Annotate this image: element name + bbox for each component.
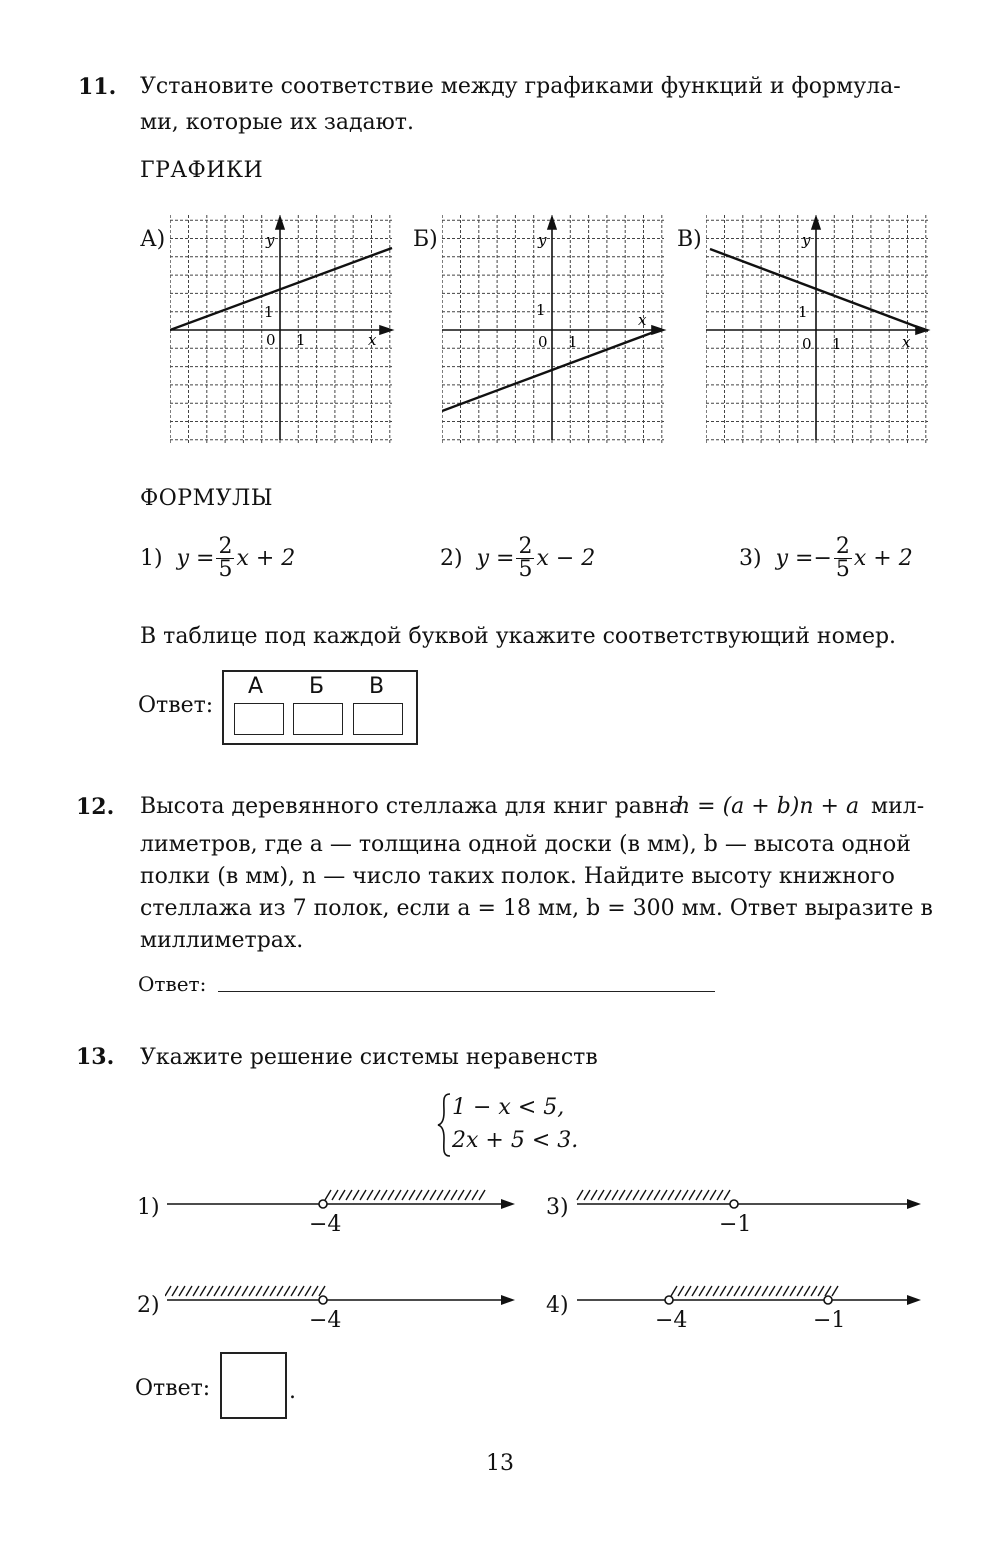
formula-2-rest: x − 2	[536, 546, 596, 571]
hatch-stroke	[444, 1190, 450, 1200]
problem-11-instruction: В таблице под каждой буквой укажите соответствующий номер.	[140, 624, 897, 649]
formula-2-num: 2	[518, 534, 533, 559]
answer-cell-a[interactable]	[234, 703, 284, 735]
formula-2-den: 5	[518, 557, 533, 582]
graph-v	[706, 215, 931, 445]
number-line-3	[575, 1182, 930, 1216]
option-3-point-label: −1	[719, 1212, 752, 1237]
problem-11-text-line2: ми, которые их задают.	[140, 110, 414, 135]
graph-b	[442, 215, 667, 445]
problem-11-answer-label: Ответ:	[138, 693, 214, 718]
problem-12-line1-tail: мил-	[871, 794, 925, 819]
answer-col-v-label: В	[369, 674, 385, 699]
hatch-stroke	[724, 1190, 730, 1200]
hatch-stroke	[193, 1286, 199, 1296]
formula-1-num: 2	[218, 534, 233, 559]
hatch-stroke	[619, 1190, 625, 1200]
formula-3-den: 5	[835, 557, 850, 582]
hatch-stroke	[689, 1190, 695, 1200]
answer-col-b-label: Б	[309, 674, 325, 699]
option-4-point-b-label: −1	[813, 1308, 846, 1333]
hatch-stroke	[228, 1286, 234, 1296]
hatch-stroke	[346, 1190, 352, 1200]
hatch-stroke	[640, 1190, 646, 1200]
graph-a	[170, 215, 395, 445]
hatch-stroke	[367, 1190, 373, 1200]
hatch-stroke	[783, 1286, 789, 1296]
graph-b-label: Б)	[413, 227, 438, 252]
hatch-stroke	[242, 1286, 248, 1296]
graph-v-y-arrow	[812, 217, 820, 229]
hatch-stroke	[235, 1286, 241, 1296]
problem-12-formula: h = (a + b)n + a	[676, 794, 860, 819]
graph-b-y-arrow	[548, 217, 556, 229]
option-2-point-label: −4	[309, 1308, 342, 1333]
graph-b-tick-y1: 1	[536, 301, 546, 319]
hatch-stroke	[437, 1190, 443, 1200]
hatch-stroke	[748, 1286, 754, 1296]
hatch-stroke	[713, 1286, 719, 1296]
formula-3-label: 3)	[739, 546, 762, 571]
option-2-label: 2)	[137, 1293, 160, 1318]
problem-12-line5: миллиметрах.	[140, 928, 304, 953]
hatch-stroke	[339, 1190, 345, 1200]
hatch-stroke	[741, 1286, 747, 1296]
hatch-stroke	[682, 1190, 688, 1200]
graph-a-grid	[170, 215, 392, 443]
graph-v-origin: 0	[802, 335, 812, 353]
hatch-stroke	[706, 1286, 712, 1296]
problem-12-line2: лиметров, где a — толщина одной доски (в мм), b — высота одной	[140, 832, 911, 857]
hatch-stroke	[423, 1190, 429, 1200]
graph-b-y-label: y	[538, 231, 547, 249]
option-1-label: 1)	[137, 1195, 160, 1220]
graph-v-tick-y1: 1	[798, 303, 808, 321]
hatch-stroke	[661, 1190, 667, 1200]
graph-a-x-label: x	[368, 331, 377, 349]
problem-13-text: Укажите решение системы неравенств	[140, 1045, 598, 1070]
graph-a-line	[170, 248, 392, 330]
option-3-label: 3)	[546, 1195, 569, 1220]
hatch-stroke	[172, 1286, 178, 1296]
graph-v-x-label: x	[902, 333, 911, 351]
formula-3-lhs: y =	[775, 546, 814, 571]
answer-col-a-label: А	[248, 674, 264, 699]
number-line-4-point-a	[665, 1296, 673, 1304]
hatch-stroke	[165, 1286, 171, 1296]
number-line-1-shading	[325, 1190, 485, 1200]
hatch-stroke	[804, 1286, 810, 1296]
hatch-stroke	[825, 1286, 831, 1296]
graph-a-axes	[170, 217, 392, 440]
hatch-stroke	[395, 1190, 401, 1200]
hatch-stroke	[699, 1286, 705, 1296]
hatch-stroke	[605, 1190, 611, 1200]
graph-a-origin: 0	[266, 331, 276, 349]
formula-1-rest: x + 2	[236, 546, 296, 571]
hatch-stroke	[776, 1286, 782, 1296]
hatch-stroke	[818, 1286, 824, 1296]
graph-a-tick-x1: 1	[296, 331, 306, 349]
number-line-1	[165, 1182, 520, 1216]
hatch-stroke	[654, 1190, 660, 1200]
hatch-stroke	[249, 1286, 255, 1296]
hatch-stroke	[584, 1190, 590, 1200]
hatch-stroke	[465, 1190, 471, 1200]
graph-b-axes	[442, 217, 664, 440]
hatch-stroke	[598, 1190, 604, 1200]
hatch-stroke	[291, 1286, 297, 1296]
option-1-point-label: −4	[309, 1212, 342, 1237]
number-line-4-arrow	[907, 1295, 921, 1305]
hatch-stroke	[633, 1190, 639, 1200]
hatch-stroke	[591, 1190, 597, 1200]
graph-b-x-label: x	[638, 311, 647, 329]
formula-3-sign: −	[813, 546, 832, 571]
hatch-stroke	[696, 1190, 702, 1200]
formula-1-fraction	[216, 536, 234, 581]
graph-a-tick-y1: 1	[264, 303, 274, 321]
problem-12-line3: полки (в мм), n — число таких полок. Найдите высоту книжного	[140, 864, 895, 889]
hatch-stroke	[755, 1286, 761, 1296]
hatch-stroke	[214, 1286, 220, 1296]
hatch-stroke	[200, 1286, 206, 1296]
graph-v-tick-x1: 1	[832, 335, 842, 353]
number-line-2	[165, 1280, 520, 1314]
graphs-heading: ГРАФИКИ	[140, 158, 264, 183]
hatch-stroke	[312, 1286, 318, 1296]
formula-3	[739, 536, 913, 581]
formula-1-den: 5	[218, 557, 233, 582]
graph-b-grid	[442, 215, 664, 443]
problem-13-number: 13.	[76, 1044, 115, 1070]
graph-v-y-label: y	[802, 231, 811, 249]
hatch-stroke	[612, 1190, 618, 1200]
hatch-stroke	[692, 1286, 698, 1296]
system-line-1: 1 − x < 5,	[452, 1095, 565, 1120]
hatch-stroke	[734, 1286, 740, 1296]
hatch-stroke	[263, 1286, 269, 1296]
problem-13-answer-label: Ответ:	[135, 1376, 211, 1401]
problem-12-line1-text: Высота деревянного стеллажа для книг равна	[140, 794, 683, 819]
number-line-3-shading	[577, 1190, 730, 1200]
hatch-stroke	[207, 1286, 213, 1296]
hatch-stroke	[832, 1286, 838, 1296]
hatch-stroke	[305, 1286, 311, 1296]
number-line-2-point	[319, 1296, 327, 1304]
hatch-stroke	[374, 1190, 380, 1200]
hatch-stroke	[811, 1286, 817, 1296]
hatch-stroke	[472, 1190, 478, 1200]
graph-a-label: А)	[140, 227, 166, 252]
hatch-stroke	[416, 1190, 422, 1200]
formula-1-label: 1)	[140, 546, 163, 571]
graph-a-y-arrow	[276, 217, 284, 229]
page-number: 13	[486, 1451, 514, 1476]
graph-b-origin: 0	[538, 333, 548, 351]
hatch-stroke	[319, 1286, 325, 1296]
hatch-stroke	[710, 1190, 716, 1200]
hatch-stroke	[675, 1190, 681, 1200]
hatch-stroke	[762, 1286, 768, 1296]
hatch-stroke	[458, 1190, 464, 1200]
graph-a-y-label: y	[266, 231, 275, 249]
hatch-stroke	[221, 1286, 227, 1296]
hatch-stroke	[430, 1190, 436, 1200]
formula-2-label: 2)	[440, 546, 463, 571]
hatch-stroke	[284, 1286, 290, 1296]
graph-v-grid	[706, 215, 928, 443]
formula-1-lhs: y =	[176, 546, 215, 571]
number-line-1-point	[319, 1200, 327, 1208]
hatch-stroke	[332, 1190, 338, 1200]
number-line-4	[575, 1280, 930, 1314]
problem-11-number: 11.	[78, 74, 117, 100]
hatch-stroke	[647, 1190, 653, 1200]
number-line-2-shading	[165, 1286, 325, 1296]
hatch-stroke	[678, 1286, 684, 1296]
hatch-stroke	[790, 1286, 796, 1296]
hatch-stroke	[769, 1286, 775, 1296]
hatch-stroke	[277, 1286, 283, 1296]
hatch-stroke	[797, 1286, 803, 1296]
formula-1	[140, 536, 295, 581]
formulas-heading: ФОРМУЛЫ	[140, 486, 274, 511]
answer-table	[222, 670, 418, 745]
hatch-stroke	[479, 1190, 485, 1200]
problem-12-answer-label: Ответ:	[138, 972, 207, 996]
formula-2-fraction	[516, 536, 534, 581]
answer-cell-v[interactable]	[353, 703, 403, 735]
hatch-stroke	[626, 1190, 632, 1200]
hatch-stroke	[671, 1286, 677, 1296]
hatch-stroke	[381, 1190, 387, 1200]
hatch-stroke	[577, 1190, 583, 1200]
hatch-stroke	[270, 1286, 276, 1296]
hatch-stroke	[727, 1286, 733, 1296]
system-line-2: 2x + 5 < 3.	[452, 1128, 579, 1153]
hatch-stroke	[720, 1286, 726, 1296]
formula-3-num: 2	[835, 534, 850, 559]
formula-2	[440, 536, 595, 581]
hatch-stroke	[717, 1190, 723, 1200]
problem-11-text-line1: Установите соответствие между графиками функций и формула-	[140, 74, 901, 99]
problem-12-answer-line[interactable]	[218, 991, 715, 994]
hatch-stroke	[388, 1190, 394, 1200]
hatch-stroke	[409, 1190, 415, 1200]
hatch-stroke	[186, 1286, 192, 1296]
hatch-stroke	[402, 1190, 408, 1200]
hatch-stroke	[353, 1190, 359, 1200]
hatch-stroke	[256, 1286, 262, 1296]
number-line-3-point	[730, 1200, 738, 1208]
hatch-stroke	[325, 1190, 331, 1200]
answer-cell-b[interactable]	[293, 703, 343, 735]
number-line-4-point-b	[824, 1296, 832, 1304]
number-line-1-arrow	[501, 1199, 515, 1209]
problem-12-line4: стеллажа из 7 полок, если a = 18 мм, b = 300 мм. Ответ выразите в	[140, 896, 933, 921]
hatch-stroke	[179, 1286, 185, 1296]
hatch-stroke	[451, 1190, 457, 1200]
hatch-stroke	[298, 1286, 304, 1296]
graph-v-axes	[706, 217, 928, 440]
graph-v-label: В)	[677, 227, 702, 252]
number-line-2-arrow	[501, 1295, 515, 1305]
formula-3-rest: x + 2	[853, 546, 913, 571]
hatch-stroke	[703, 1190, 709, 1200]
number-line-4-shading	[671, 1286, 838, 1296]
hatch-stroke	[360, 1190, 366, 1200]
problem-13-answer-box[interactable]	[220, 1352, 287, 1419]
option-4-label: 4)	[546, 1293, 569, 1318]
option-4-point-a-label: −4	[655, 1308, 688, 1333]
formula-2-lhs: y =	[476, 546, 515, 571]
graph-b-tick-x1: 1	[568, 333, 578, 351]
hatch-stroke	[668, 1190, 674, 1200]
number-line-3-arrow	[907, 1199, 921, 1209]
formula-3-fraction	[834, 536, 852, 581]
hatch-stroke	[685, 1286, 691, 1296]
problem-13-answer-suffix: .	[289, 1379, 296, 1404]
problem-12-number: 12.	[76, 794, 115, 820]
